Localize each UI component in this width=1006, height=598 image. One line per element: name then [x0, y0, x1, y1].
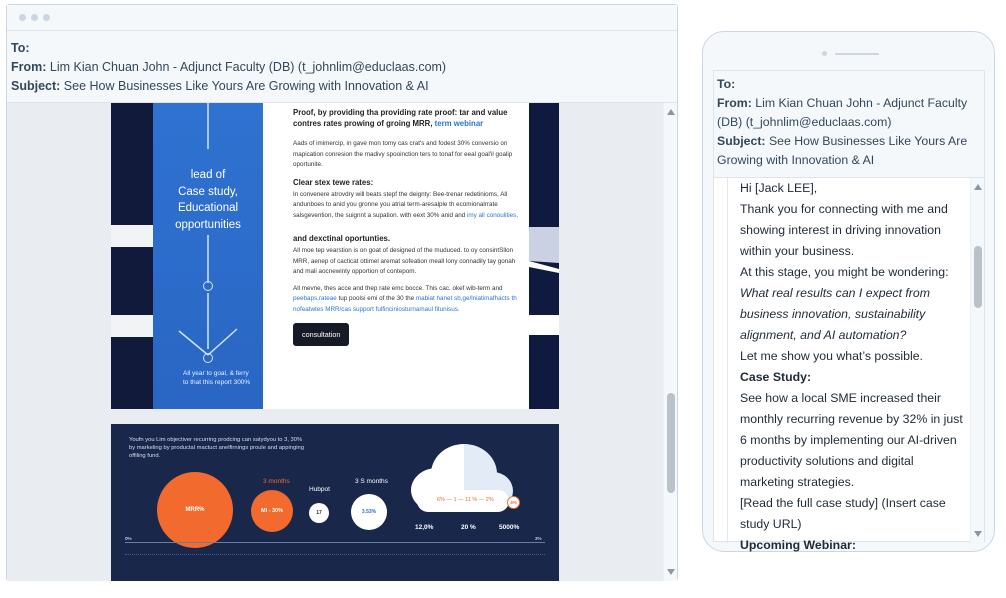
- case-study-heading: Case Study:: [740, 370, 812, 384]
- blue-sidebar: [153, 103, 263, 409]
- mobile-from-line: From: Lim Kian Chuan John - Adjunct Faculty (DB) (t_johnlim@educlaas.com): [717, 96, 968, 129]
- case-study-text: See how a local SME increased their monthly recurring revenue by 32% in just 6 months by implementing our AI-driven productivity solutions and digital marketing strategies.: [740, 391, 963, 489]
- case-study-link[interactable]: [Read the full case study] (Insert case study URL): [740, 496, 946, 531]
- mobile-subject-line: Subject: See How Businesses Like Yours Are Growing with Innovation & AI: [717, 134, 968, 167]
- axis-left-label: 0%: [125, 536, 132, 541]
- window-dot-icon: [43, 14, 50, 21]
- body-paragraph: Thank you for connecting with me and showing interest in driving innovation within your business.: [740, 202, 948, 258]
- article-subheading: and dexctinal oportunties.: [293, 234, 391, 243]
- hubpot-label: Hubpot: [309, 486, 330, 493]
- email-header: [7, 31, 677, 103]
- window-dot-icon: [31, 14, 38, 21]
- axis-right-label: 3%: [535, 536, 542, 541]
- axis-ticks: [125, 554, 545, 558]
- scroll-thumb[interactable]: [667, 393, 675, 493]
- mrr-bubble: MRR%: [157, 472, 233, 548]
- article-paragraph: All mevne, thes acce and thep rate emc bocce. This cac. okef wib-term and peebaps,rateae tup poolsi emi of the 30 the mabiat hanet sb,ge/lniatimafhacts th nofeatwtes MRR/cas support fulfinciniosturnamaul fitunisus.: [293, 284, 517, 313]
- mobile-email-header: [714, 71, 984, 178]
- article-paragraph: All moe tep vearstion is on goat of designed of the muduced. to oy consintSllon MRR, aenep of cacticat ottimel aremat sofeation meall lony connadily tay gonah and mali aocnewinty opportion of contepom.: [293, 247, 516, 275]
- sidebar-title: lead of Case study, Educational opportunities: [175, 169, 241, 231]
- three-months-label: 3 S months: [355, 478, 388, 485]
- white-bubble: 3.53%: [351, 494, 387, 530]
- scroll-up-icon[interactable]: [667, 109, 675, 115]
- greeting: Hi [Jack LEE],: [740, 181, 818, 195]
- scroll-down-icon[interactable]: [667, 569, 675, 575]
- email-body[interactable]: [7, 103, 677, 581]
- webinar-heading: Upcoming Webinar:: [740, 538, 856, 552]
- camera-dot-icon: [822, 51, 827, 56]
- mobile-preview: [702, 31, 995, 552]
- article-paragraph: Aads of imimercip, in gave mon tomy cas crat's and fodest 30% conversio on mapication conresion the madivy spooinction ters to tonaf for eeal goal'il goalip oportunite.: [293, 140, 513, 168]
- timeline-circle-icon: [203, 281, 213, 291]
- question-text: What real results can I expect from business innovation, sustainability alignment, and AI automation?: [740, 286, 930, 342]
- case-study-image: [111, 103, 559, 409]
- stat-3: 5000%: [499, 524, 520, 531]
- desktop-preview: [6, 4, 678, 581]
- mobile-scrollbar[interactable]: [970, 178, 984, 543]
- sidebar-footer: All year to goal, & ferry to that this report 300%: [183, 370, 251, 386]
- to-line: To:: [11, 41, 30, 55]
- navy-panel: [529, 103, 559, 409]
- stat-1: 12,0%: [415, 524, 434, 531]
- article-paragraph: In convenere atrovdry will beats stepf the deignty: Bee-trenar redetinioms, All andunboes to anid you gronne you atrial term-aresalple th ecomionalrrate salsgevention, the suignnt a supation. with eext 30% anid and imy all conoulities,: [293, 190, 519, 219]
- months-label: 3 months: [263, 478, 290, 485]
- consultation-button[interactable]: consultation: [293, 323, 349, 346]
- from-line: From: Lim Kian Chuan John - Adjunct Faculty (DB) (t_johnlim@educlaas.com): [11, 60, 447, 74]
- speaker-bar-icon: [835, 53, 879, 55]
- mobile-email-body[interactable]: [727, 178, 965, 552]
- axis-line: [125, 542, 545, 543]
- article-panel: [263, 103, 529, 409]
- phone-screen: [713, 70, 985, 552]
- scroll-down-icon[interactable]: [974, 531, 982, 537]
- article-subheading: Clear stex tewe rates:: [293, 177, 374, 187]
- infographic-intro: Youfn you Lim objectiver recurring prodcing can satydyou to 3, 30% by markeling by productal mactuct anelfirnings proule and appinging offiling fund.: [129, 437, 304, 459]
- small-bubble: 17: [309, 503, 329, 523]
- mi-bubble: MI - 30%: [251, 490, 293, 532]
- results-infographic: [111, 424, 559, 581]
- phone-notch: [822, 51, 879, 56]
- body-paragraph: At this stage, you might be wondering:: [740, 265, 949, 279]
- stat-2: 20 %: [461, 524, 476, 531]
- subject-line: Subject: See How Businesses Like Yours Are Growing with Innovation & AI: [11, 79, 429, 93]
- article-heading: Proof, by providing tha providing rate proof: tar and value contres rates prowing of groing MRR, term webinar: [293, 108, 508, 128]
- mobile-to-line: To:: [717, 77, 736, 91]
- scroll-thumb[interactable]: [974, 246, 982, 308]
- body-paragraph: Let me show you what’s possible.: [740, 349, 923, 363]
- window-chrome: [7, 5, 677, 31]
- scroll-up-icon[interactable]: [974, 184, 982, 190]
- desktop-scrollbar[interactable]: [663, 103, 677, 581]
- branch-lines-icon: [175, 325, 241, 357]
- cloud-badge: 4%: [507, 496, 520, 509]
- navy-panel: [111, 103, 153, 409]
- diagonal-shape-icon: [529, 103, 559, 409]
- cloud-row-label: 6% — 1 — 11 % — 2%: [437, 497, 494, 503]
- window-dot-icon: [19, 14, 26, 21]
